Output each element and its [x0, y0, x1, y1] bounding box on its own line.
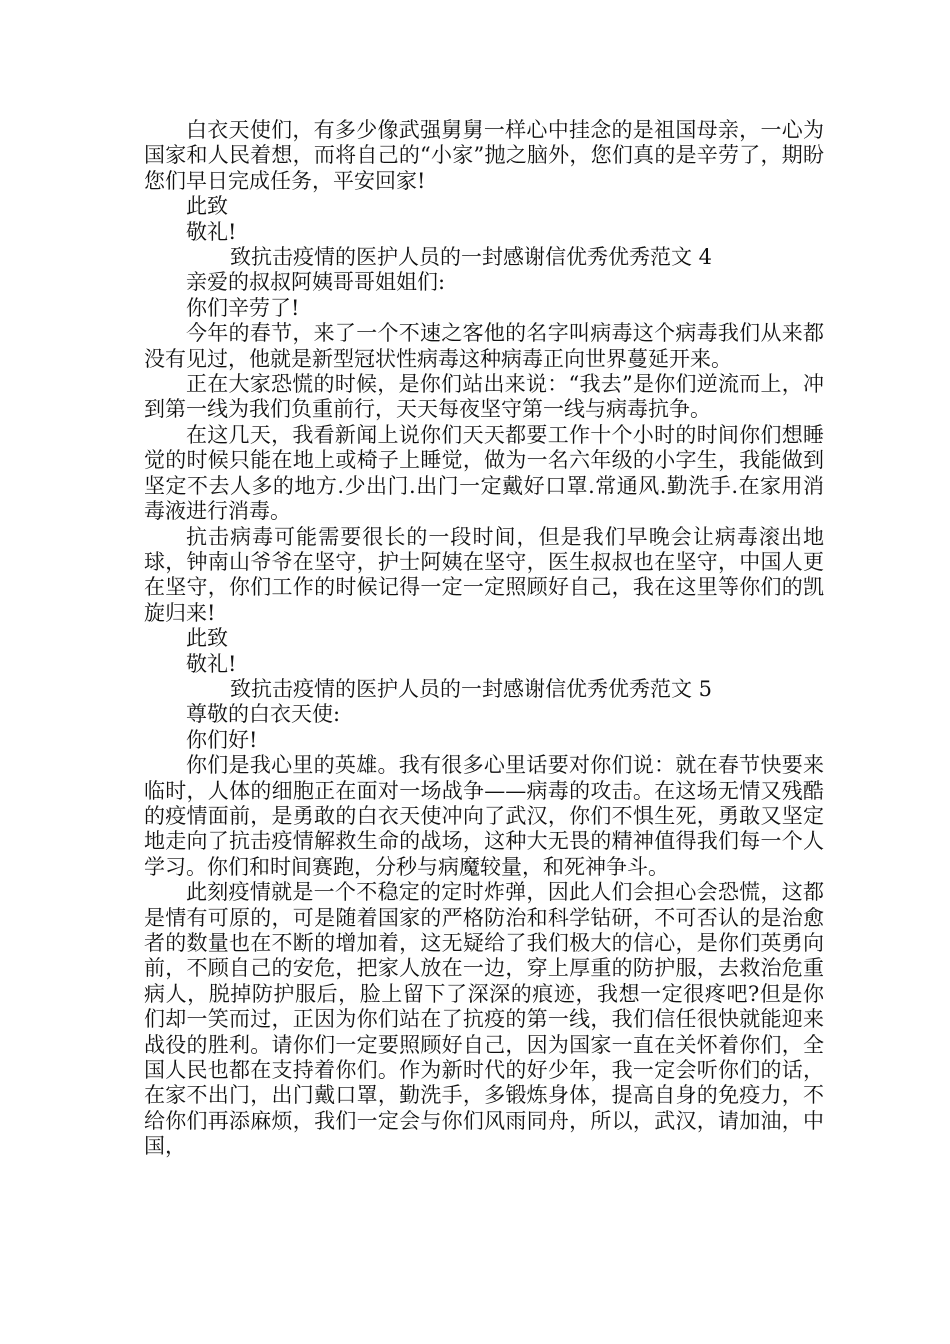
- body-paragraph: 今年的春节，来了一个不速之客他的名字叫病毒这个病毒我们从来都没有见过，他就是新型冠状性病毒这种病毒正向世界蔓延开来。: [144, 321, 824, 371]
- letter-opening: 你们辛劳了!: [186, 295, 300, 320]
- letter-greeting: 亲爱的叔叔阿姨哥哥姐姐们:: [186, 270, 446, 295]
- body-paragraph: 正在大家恐慌的时候，是你们站出来说：“我去”是你们逆流而上，冲到第一线为我们负重前行，天天每夜坚守第一线与病毒抗争。: [144, 372, 824, 422]
- closing-line: 敬礼!: [186, 219, 237, 244]
- body-paragraph: 抗击病毒可能需要很长的一段时间，但是我们早晚会让病毒滚出地球，钟南山爷爷在坚守，护士阿姨在坚守，医生叔叔也在坚守，中国人更在坚守，你们工作的时候记得一定一定照顾好自己，我在这里等你们的凯旋归来!: [144, 524, 824, 625]
- closing-line: 此致: [186, 626, 228, 651]
- letter-title: 致抗击疫情的医护人员的一封感谢信优秀优秀范文 5: [230, 676, 713, 701]
- letter-title: 致抗击疫情的医护人员的一封感谢信优秀优秀范文 4: [230, 245, 713, 270]
- closing-line: 此致: [186, 194, 228, 219]
- body-paragraph: 你们是我心里的英雄。我有很多心里话要对你们说：就在春节快要来临时，人体的细胞正在面对一场战争——病毒的攻击。在这场无情又残酷的疫情面前，是勇敢的白衣天使冲向了武汉，你们不惧生死，勇敢又坚定地走向了抗击疫情解救生命的战场，这种大无畏的精神值得我们每一个人学习。你们和时间赛跑，分秒与病魔较量，和死神争斗。: [144, 753, 824, 879]
- body-paragraph: 在这几天，我看新闻上说你们天天都要工作十个小时的时间你们想睡觉的时候只能在地上或椅子上睡觉，做为一名六年级的小字生，我能做到坚定不去人多的地方.少出门.出门一定戴好口罩.常通风.勤洗手.在家用消毒液进行消毒。: [144, 422, 824, 524]
- letter-opening: 你们好!: [186, 727, 258, 752]
- body-paragraph: 此刻疫情就是一个不稳定的定时炸弹，因此人们会担心会恐慌，这都是情有可原的，可是随着国家的严格防治和科学钻研，不可否认的是治愈者的数量也在不断的增加着，这无疑给了我们极大的信心，是你们英勇向前，不顾自己的安危，把家人放在一边，穿上厚重的防护服，去救治危重病人，脱掉防护服后，脸上留下了深深的痕迹，我想一定很疼吧?但是你们却一笑而过，正因为你们站在了抗疫的第一线，我们信任很快就能迎来战役的胜利。请你们一定要照顾好自己，因为国家一直在关怀着你们，全国人民也都在支持着你们。作为新时代的好少年，我一定会听你们的话，在家不出门，出门戴口罩，勤洗手，多锻炼身体，提高自身的免疫力，不给你们再添麻烦，我们一定会与你们风雨同舟，所以，武汉，请加油，中国，: [144, 880, 824, 1159]
- letter-greeting: 尊敬的白衣天使:: [186, 702, 341, 727]
- document-page: [144, 118, 824, 1160]
- body-paragraph: 白衣天使们，有多少像武强舅舅一样心中挂念的是祖国母亲，一心为国家和人民着想，而将自己的“小家”抛之脑外，您们真的是辛劳了，期盼您们早日完成任务，平安回家!: [144, 118, 824, 193]
- closing-line: 敬礼!: [186, 651, 237, 676]
